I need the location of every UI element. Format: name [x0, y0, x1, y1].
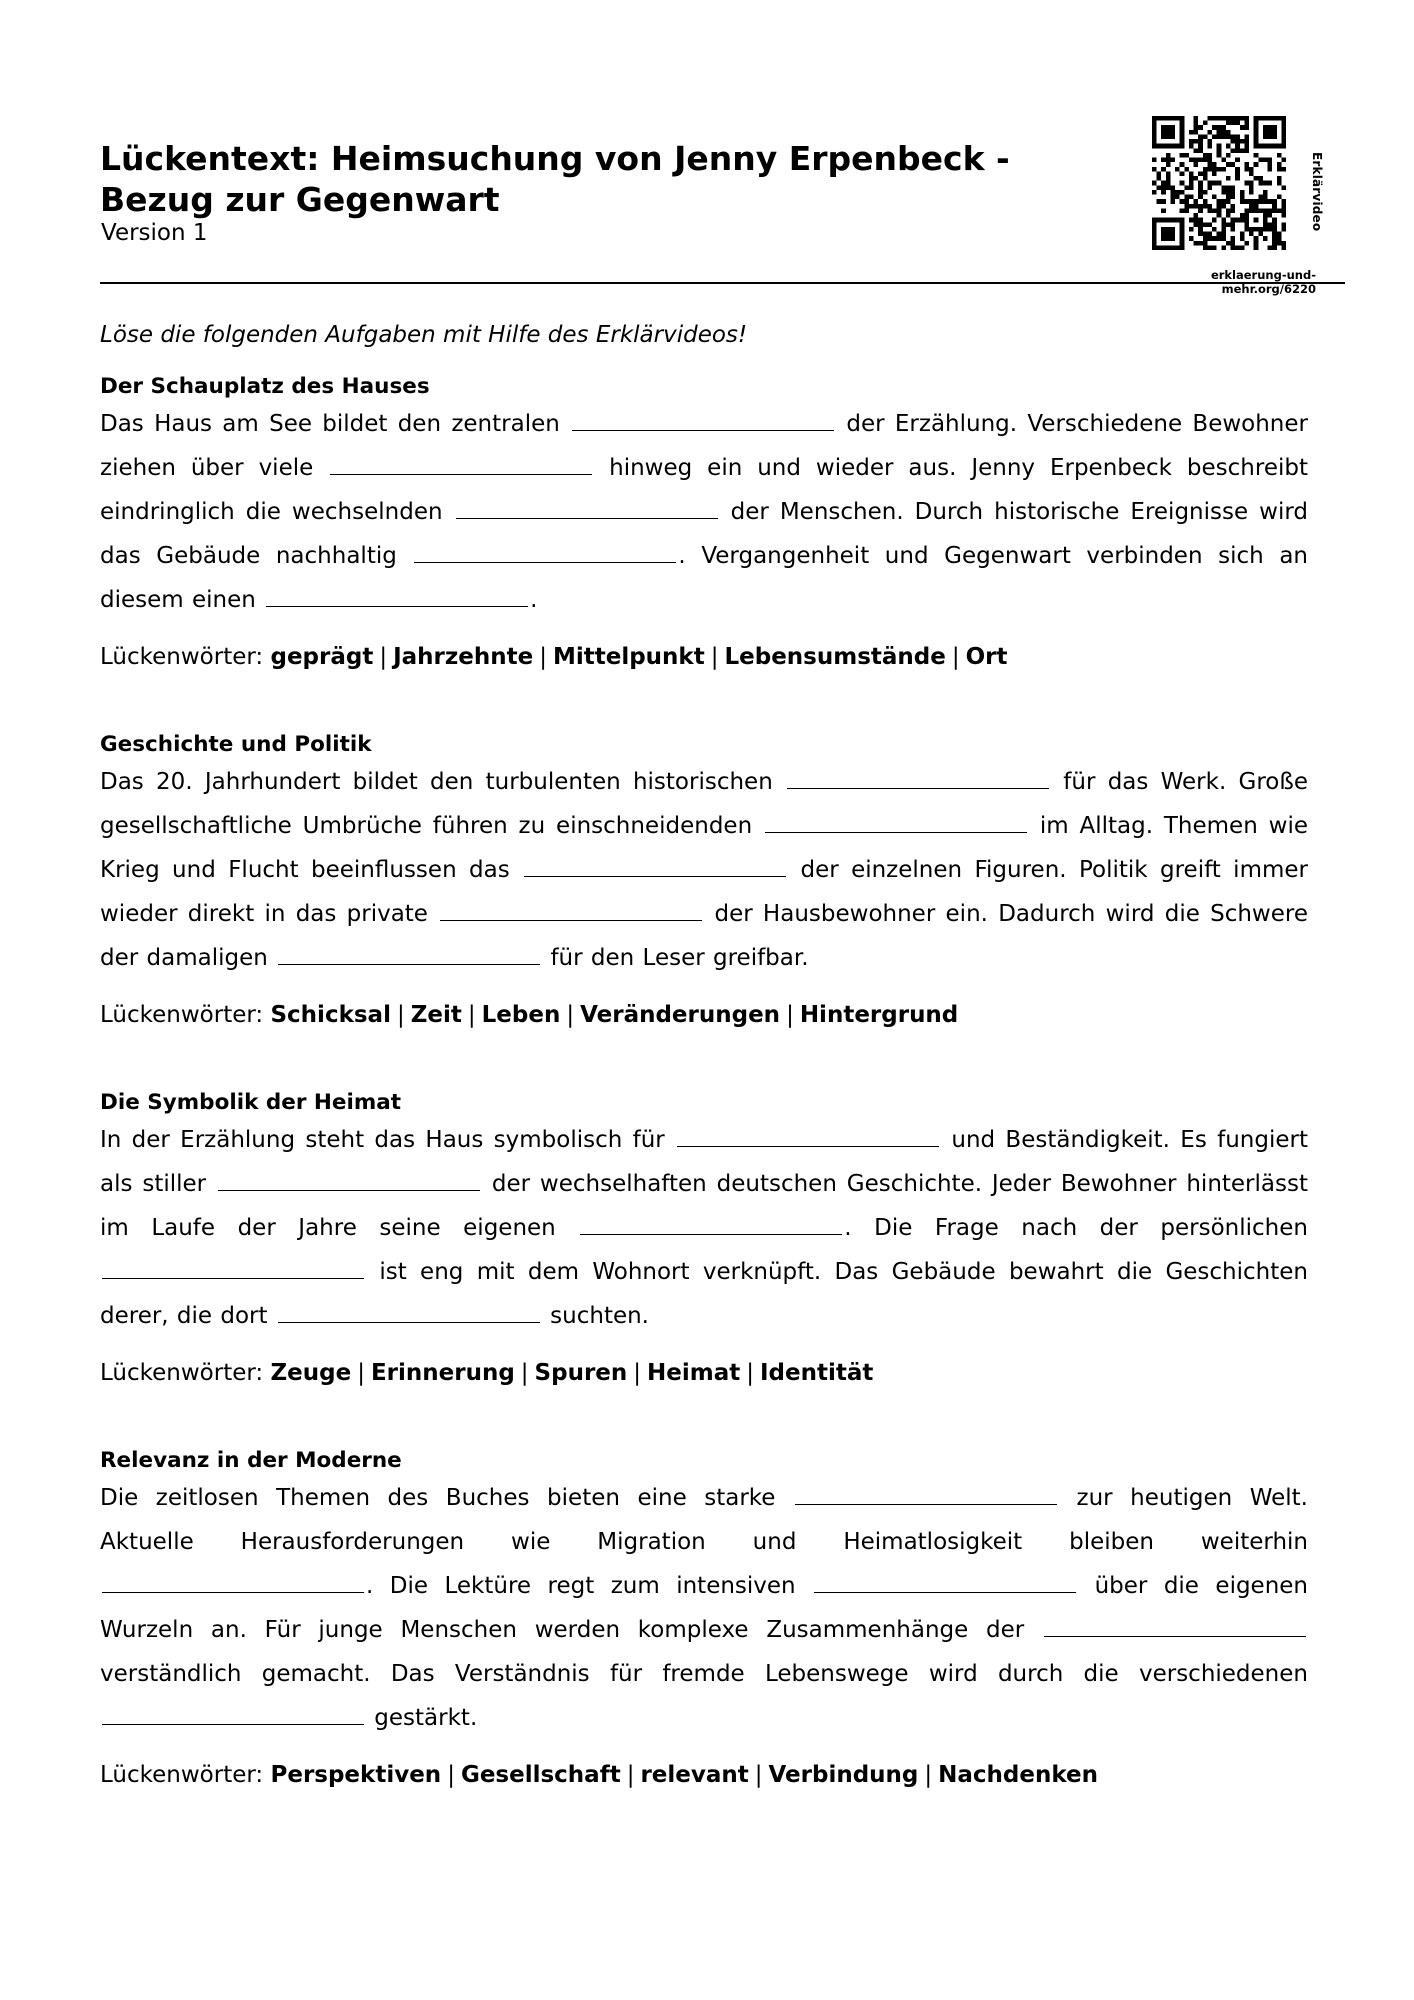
text-fragment: Das 20. Jahrhundert bildet den turbulenten historischen — [100, 769, 786, 795]
section-heading: Relevanz in der Moderne — [100, 1448, 402, 1473]
word-bank-label: Lückenwörter: — [100, 1360, 271, 1386]
word-separator: | — [566, 1002, 575, 1028]
word-separator: | — [520, 1360, 529, 1386]
text-fragment: verständlich gemacht. Das Verständnis für fremde Lebenswege wird durch die verschiedenen — [100, 1661, 1308, 1687]
word-separator: | — [539, 644, 547, 670]
word-bank-item: Mittelpunkt — [552, 644, 705, 670]
text-fragment: und Beständigkeit. Es fungiert als stiller — [100, 1127, 1308, 1197]
text-fragment: . — [530, 587, 538, 613]
text-fragment: . Die Lektüre regt zum intensiven — [366, 1573, 813, 1599]
word-bank-item: Ort — [965, 644, 1008, 670]
blank-gap[interactable] — [795, 1484, 1057, 1505]
cloze-paragraph — [100, 1476, 1308, 1740]
word-separator: | — [626, 1762, 635, 1788]
section — [100, 1446, 1308, 1790]
text-fragment: der Menschen. Durch historische Ereignisse wird das Gebäude nachhaltig — [100, 499, 1308, 569]
version-label: Version 1 — [101, 220, 208, 246]
text-fragment: . Vergangenheit und Gegenwart verbinden sich an diesem einen — [100, 543, 1308, 613]
word-bank-label: Lückenwörter: — [100, 1002, 271, 1028]
word-bank-item: Hintergrund — [799, 1002, 959, 1028]
blank-gap[interactable] — [814, 1572, 1076, 1593]
word-separator: | — [754, 1762, 763, 1788]
section-heading: Der Schauplatz des Hauses — [100, 374, 430, 399]
section-heading: Geschichte und Politik — [100, 732, 372, 757]
text-fragment: für das Werk. Große gesellschaftliche Umbrüche führen zu einschneidenden — [100, 769, 1309, 839]
word-separator: | — [357, 1360, 365, 1386]
word-separator: | — [467, 1002, 476, 1028]
text-fragment: über die eigenen Wurzeln an. Für junge Menschen werden komplexe Zusammenhänge der — [100, 1573, 1309, 1643]
word-separator: | — [379, 644, 388, 670]
cloze-paragraph — [100, 402, 1308, 622]
word-bank-item: Erinnerung — [370, 1360, 515, 1386]
word-bank — [100, 642, 1308, 672]
blank-gap[interactable] — [787, 768, 1049, 789]
blank-gap[interactable] — [572, 410, 834, 431]
text-fragment: im Alltag. Themen wie Krieg und Flucht beeinflussen das — [100, 813, 1308, 883]
word-separator: | — [710, 644, 719, 670]
word-bank — [100, 1000, 1308, 1030]
blank-gap[interactable] — [102, 1704, 364, 1725]
blank-gap[interactable] — [266, 586, 528, 607]
word-bank-item: Gesellschaft — [460, 1762, 621, 1788]
cloze-paragraph — [100, 760, 1308, 980]
text-fragment: In der Erzählung steht das Haus symbolisch für — [100, 1127, 676, 1153]
word-bank — [100, 1760, 1308, 1790]
section — [100, 372, 1308, 672]
word-separator: | — [786, 1002, 794, 1028]
word-separator: | — [633, 1360, 642, 1386]
blank-gap[interactable] — [524, 856, 786, 877]
text-fragment: . Die Frage nach der persönlichen — [844, 1215, 1308, 1241]
header-divider — [100, 282, 1345, 284]
text-fragment: ist eng mit dem Wohnort verknüpft. Das Gebäude bewahrt die Geschichten derer, die dort — [100, 1259, 1308, 1329]
blank-gap[interactable] — [218, 1170, 480, 1191]
section — [100, 730, 1308, 1030]
word-bank-label: Lückenwörter: — [100, 644, 271, 670]
blank-gap[interactable] — [102, 1572, 364, 1593]
text-fragment: suchten. — [541, 1303, 649, 1329]
text-fragment: für den Leser greifbar. — [542, 945, 809, 971]
word-bank-item: Verbindung — [768, 1762, 919, 1788]
instruction-text: Löse die folgenden Aufgaben mit Hilfe des Erklärvideos! — [100, 322, 748, 348]
word-bank-item: Zeuge — [270, 1360, 352, 1386]
blank-gap[interactable] — [456, 498, 718, 519]
section-heading: Die Symbolik der Heimat — [100, 1090, 402, 1115]
blank-gap[interactable] — [330, 454, 592, 475]
blank-gap[interactable] — [440, 900, 702, 921]
word-bank — [100, 1358, 1308, 1388]
side-label: Erklärvideo — [1310, 152, 1324, 232]
qr-code-icon[interactable] — [1152, 116, 1286, 250]
text-fragment: Die zeitlosen Themen des Buches bieten eine starke — [100, 1485, 793, 1511]
word-bank-item: Zeit — [410, 1002, 462, 1028]
blank-gap[interactable] — [102, 1258, 364, 1279]
word-bank-item: Heimat — [647, 1360, 741, 1386]
cloze-paragraph — [100, 1118, 1308, 1338]
blank-gap[interactable] — [278, 1302, 540, 1323]
blank-gap[interactable] — [1044, 1616, 1306, 1637]
word-separator: | — [746, 1360, 754, 1386]
word-bank-item: Spuren — [534, 1360, 628, 1386]
text-fragment: der Hausbewohner ein. Dadurch wird die Schwere der damaligen — [100, 901, 1308, 971]
blank-gap[interactable] — [278, 944, 540, 965]
word-bank-item: Schicksal — [270, 1002, 391, 1028]
word-bank-item: Lebensumstände — [724, 644, 946, 670]
text-fragment: gestärkt. — [366, 1705, 478, 1731]
text-fragment: Das Haus am See bildet den zentralen — [100, 411, 571, 437]
text-fragment: der wechselhaften deutschen Geschichte. Jeder Bewohner hinterlässt im Laufe der Jahre seine eigenen — [100, 1171, 1308, 1241]
blank-gap[interactable] — [580, 1214, 842, 1235]
section — [100, 1088, 1308, 1388]
text-fragment: der einzelnen Figuren. Politik greift immer wieder direkt in das private — [100, 857, 1308, 927]
text-fragment: hinweg ein und wieder aus. Jenny Erpenbeck beschreibt eindringlich die wechselnden — [100, 455, 1308, 525]
blank-gap[interactable] — [414, 542, 676, 563]
word-bank-item: Nachdenken — [938, 1762, 1099, 1788]
word-bank-item: Perspektiven — [270, 1762, 442, 1788]
blank-gap[interactable] — [677, 1126, 939, 1147]
qr-url: erklaerung-und-mehr.org/6220 — [1210, 268, 1316, 296]
word-separator: | — [396, 1002, 405, 1028]
word-separator: | — [951, 644, 960, 670]
text-fragment: zur heutigen Welt. Aktuelle Herausforderungen wie Migration und Heimatlosigkeit bleiben weiterhin — [100, 1485, 1308, 1555]
word-separator: | — [924, 1762, 933, 1788]
blank-gap[interactable] — [765, 812, 1027, 833]
page-title: Lückentext: Heimsuchung von Jenny Erpenbeck - Bezug zur Gegenwart — [100, 139, 1010, 219]
word-bank-item: Identität — [759, 1360, 874, 1386]
word-separator: | — [447, 1762, 455, 1788]
text-fragment: der Erzählung. Verschiedene Bewohner ziehen über viele — [100, 411, 1308, 481]
word-bank-item: geprägt — [270, 644, 374, 670]
word-bank-item: Jahrzehnte — [393, 644, 534, 670]
word-bank-item: relevant — [640, 1762, 749, 1788]
word-bank-label: Lückenwörter: — [100, 1762, 271, 1788]
word-bank-item: Leben — [481, 1002, 561, 1028]
word-bank-item: Veränderungen — [580, 1002, 781, 1028]
